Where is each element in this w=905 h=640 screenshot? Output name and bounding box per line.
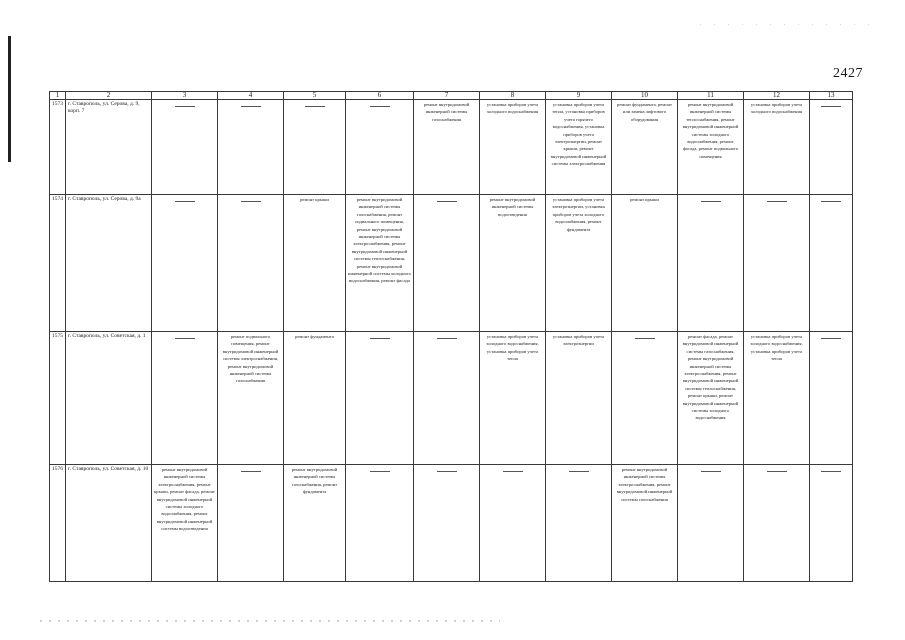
table-row	[50, 332, 853, 465]
empty-cell	[414, 195, 480, 332]
work-cell: ремонт крыши	[284, 195, 346, 332]
row-number: 1574	[50, 195, 66, 332]
empty-cell	[414, 465, 480, 582]
col-header: 7	[414, 92, 480, 100]
empty-cell	[218, 195, 284, 332]
dash-mark	[767, 201, 787, 202]
col-header: 1	[50, 92, 66, 100]
dash-mark	[437, 201, 457, 202]
table-row	[50, 195, 853, 332]
work-cell: ремонт внутридомовой инженерной системы электроснабжения, ремонт крыши, ремонт фасада, ремонт внутридомовой инженерной системы холодного водоснабжения, ремонт внутридомовой инженерной системы водоотведения	[152, 465, 218, 582]
empty-cell	[480, 465, 546, 582]
col-header: 11	[678, 92, 744, 100]
dash-mark	[175, 338, 195, 339]
dash-mark	[701, 201, 721, 202]
work-cell: ремонт фундамента, ремонт или замена лифтового оборудования	[612, 100, 678, 195]
column-number-row	[50, 92, 853, 100]
dash-mark	[821, 201, 841, 202]
col-header: 3	[152, 92, 218, 100]
dash-mark	[175, 106, 195, 107]
dash-mark	[821, 471, 841, 472]
dash-mark	[821, 338, 841, 339]
row-address: г. Ставрополь, ул. Советская, д. 10	[66, 465, 152, 582]
work-cell: ремонт крыши	[612, 195, 678, 332]
dash-mark	[370, 106, 390, 107]
col-header: 5	[284, 92, 346, 100]
dash-mark	[503, 471, 523, 472]
work-cell: ремонт внутридомовой инженерной системы водоотведения	[480, 195, 546, 332]
row-number: 1576	[50, 465, 66, 582]
work-cell: установка приборов учета электроэнергии	[546, 332, 612, 465]
row-address: г. Ставрополь, ул. Серова, д. 9, корп. 7	[66, 100, 152, 195]
work-cell: установка приборов учета холодного водоснабжения	[744, 100, 810, 195]
work-cell: установка приборов учета холодного водоснабжения, установка приборов учета тепла	[744, 332, 810, 465]
work-cell: ремонт подвального помещения, ремонт внутридомовой инженерной системы электроснабжения, ремонт внутридомовой инженерной системы газоснабжения	[218, 332, 284, 465]
dash-mark	[569, 471, 589, 472]
dash-mark	[370, 471, 390, 472]
empty-cell	[810, 195, 853, 332]
empty-cell	[284, 100, 346, 195]
empty-cell	[218, 465, 284, 582]
dash-mark	[305, 106, 325, 107]
scan-noise-bottom	[40, 620, 500, 622]
dash-mark	[175, 201, 195, 202]
work-cell: ремонт внутридомовой инженерной системы электроснабжения, ремонт внутридомовой инженерной системы газоснабжения	[612, 465, 678, 582]
work-cell: установка приборов учета тепла, установка приборов учета горячего водоснабжения, установка приборов учета электроэнергии, ремонт крыши, ремонт внутридомовой инженерной системы электроснабжения	[546, 100, 612, 195]
works-table-sheet	[49, 91, 852, 580]
empty-cell	[152, 100, 218, 195]
scan-edge-mark	[8, 36, 11, 162]
dash-mark	[821, 106, 841, 107]
empty-cell	[346, 465, 414, 582]
col-header: 6	[346, 92, 414, 100]
empty-cell	[346, 100, 414, 195]
empty-cell	[152, 332, 218, 465]
empty-cell	[744, 195, 810, 332]
dash-mark	[701, 471, 721, 472]
work-cell: ремонт внутридомовой инженерной системы газоснабжения, ремонт подвального помещения, ремонт внутридомовой инженерной системы электроснабжения, ремонт внутридомовой инженерной системы теплоснабжения, ремонт внутридомовой инженерной системы холодного водоснабжения, ремонт фасада	[346, 195, 414, 332]
col-header: 12	[744, 92, 810, 100]
work-cell: ремонт внутридомовой инженерной системы газоснабжения, ремонт фундамента	[284, 465, 346, 582]
row-number: 1575	[50, 332, 66, 465]
dash-mark	[437, 471, 457, 472]
work-cell: ремонт фасада, ремонт внутридомовой инженерной системы газоснабжения, ремонт внутридомовой инженерной системы электроснабжения, ремонт внутридомовой инженерной системы теплоснабжения, ремонт крыши, ремонт внутридомовой инженерной системы холодного водоснабжения	[678, 332, 744, 465]
empty-cell	[810, 332, 853, 465]
col-header: 4	[218, 92, 284, 100]
dash-mark	[767, 471, 787, 472]
empty-cell	[678, 195, 744, 332]
col-header: 9	[546, 92, 612, 100]
work-cell: ремонт фундамента	[284, 332, 346, 465]
scan-noise-top	[700, 24, 870, 25]
empty-cell	[744, 465, 810, 582]
empty-cell	[810, 465, 853, 582]
row-address: г. Ставрополь, ул. Серова, д. 9а	[66, 195, 152, 332]
dash-mark	[635, 338, 655, 339]
col-header: 10	[612, 92, 678, 100]
work-cell: установка приборов учета электроэнергии, установка приборов учета холодного водоснабжения, ремонт фундамента	[546, 195, 612, 332]
table-row	[50, 465, 853, 582]
work-cell: ремонт внутридомовой инженерной системы газоснабжения	[414, 100, 480, 195]
work-cell: установка приборов учета холодного водоснабжения	[480, 100, 546, 195]
empty-cell	[810, 100, 853, 195]
work-cell: установка приборов учета холодного водоснабжения, установка приборов учета тепла	[480, 332, 546, 465]
dash-mark	[437, 338, 457, 339]
works-table	[49, 91, 853, 582]
empty-cell	[152, 195, 218, 332]
empty-cell	[678, 465, 744, 582]
dash-mark	[370, 338, 390, 339]
col-header: 2	[66, 92, 152, 100]
empty-cell	[218, 100, 284, 195]
col-header: 13	[810, 92, 853, 100]
empty-cell	[346, 332, 414, 465]
dash-mark	[241, 471, 261, 472]
page-number: 2427	[833, 66, 863, 81]
empty-cell	[612, 332, 678, 465]
table-row	[50, 100, 853, 195]
work-cell: ремонт внутридомовой инженерной системы теплоснабжения, ремонт внутридомовой инженерной системы холодного водоснабжения, ремонт фасада, ремонт подвального помещения	[678, 100, 744, 195]
dash-mark	[241, 106, 261, 107]
empty-cell	[414, 332, 480, 465]
row-address: г. Ставрополь, ул. Советская, д. 1	[66, 332, 152, 465]
empty-cell	[546, 465, 612, 582]
col-header: 8	[480, 92, 546, 100]
row-number: 1573	[50, 100, 66, 195]
dash-mark	[241, 201, 261, 202]
